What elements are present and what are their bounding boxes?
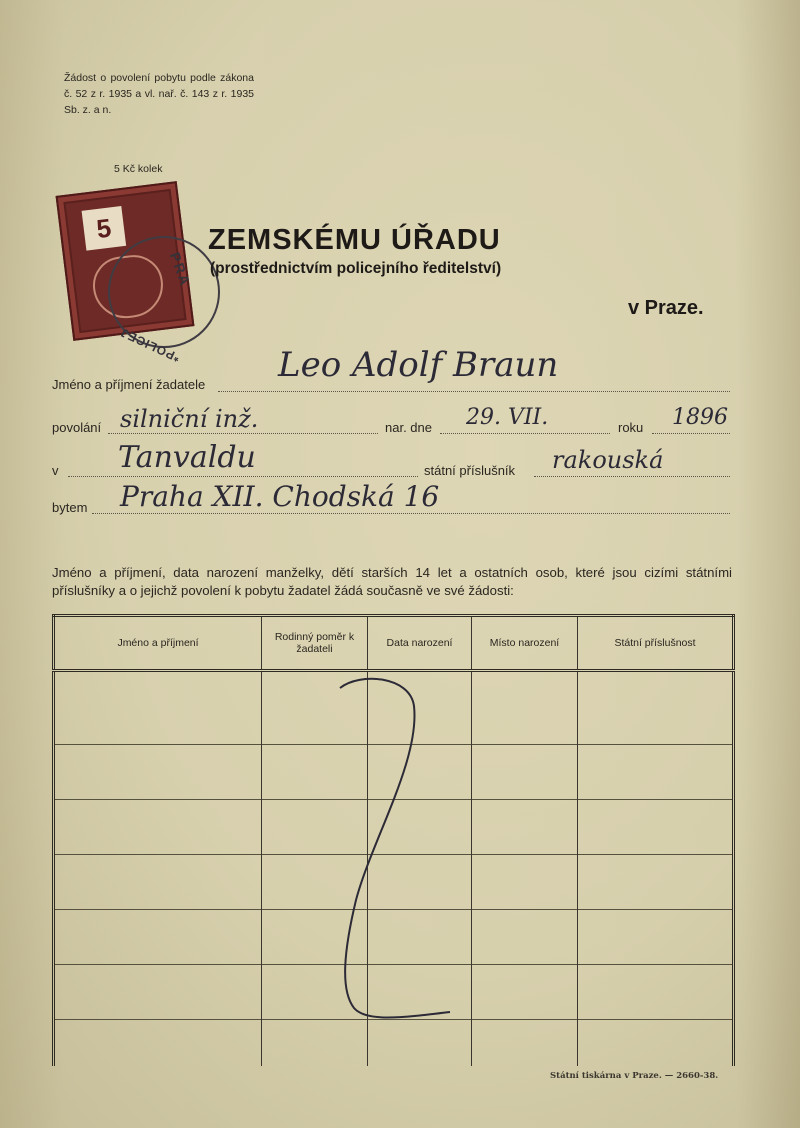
citizenship-label: státní příslušník — [424, 463, 516, 478]
stamp-value: 5 — [82, 206, 127, 251]
residence-label: bytem — [52, 500, 88, 515]
col-relation: Rodinný poměr k žadateli — [262, 616, 368, 671]
page-title: ZEMSKÉMU ÚŘADU — [208, 224, 501, 256]
occupation-value[interactable]: silniční inž. — [120, 405, 259, 433]
citizenship-value[interactable]: rakouská — [552, 446, 664, 474]
city-label: v Praze. — [628, 297, 704, 319]
occupation-label: povolání — [52, 420, 102, 435]
born-label: nar. dne — [385, 420, 432, 435]
col-birthplace: Místo narození — [472, 616, 578, 671]
col-birthdate: Data narození — [368, 616, 472, 671]
place-label: v — [52, 463, 59, 478]
printer-note: Státní tiskárna v Praze. — 2660-38. — [550, 1071, 719, 1081]
place-value[interactable]: Tanvaldu — [118, 440, 256, 475]
col-citizenship: Státní příslušnost — [578, 616, 734, 671]
name-label: Jméno a příjmení žadatele — [52, 377, 206, 392]
col-name: Jméno a příjmení — [54, 616, 262, 671]
year-label: roku — [618, 420, 644, 435]
residence-value[interactable]: Praha XII. Chodská 16 — [120, 480, 440, 513]
family-intro-text: Jméno a příjmení, data narození manželky, dětí starších 14 let a ostatních osob, které jsou cizími státními příslušníky a o jejichž povolení k pobytu žadatel žádá současně ve své žádosti: — [52, 565, 732, 598]
seal-text-bottom: *POLICEJ — [118, 325, 182, 365]
page-subtitle: (prostřednictvím policejního ředitelství) — [210, 260, 502, 277]
seal-text-top: PRA — [166, 250, 195, 289]
year-value[interactable]: 1896 — [672, 405, 728, 430]
stamp-label: 5 Kč kolek — [114, 163, 163, 175]
name-value[interactable]: Leo Adolf Braun — [278, 345, 559, 385]
born-value[interactable]: 29. VII. — [466, 405, 549, 430]
header-note: Žádost o povolení pobytu podle zákona č. 52 z r. 1935 a vl. nař. č. 143 z r. 1935 Sb. z. a n. — [64, 72, 254, 116]
